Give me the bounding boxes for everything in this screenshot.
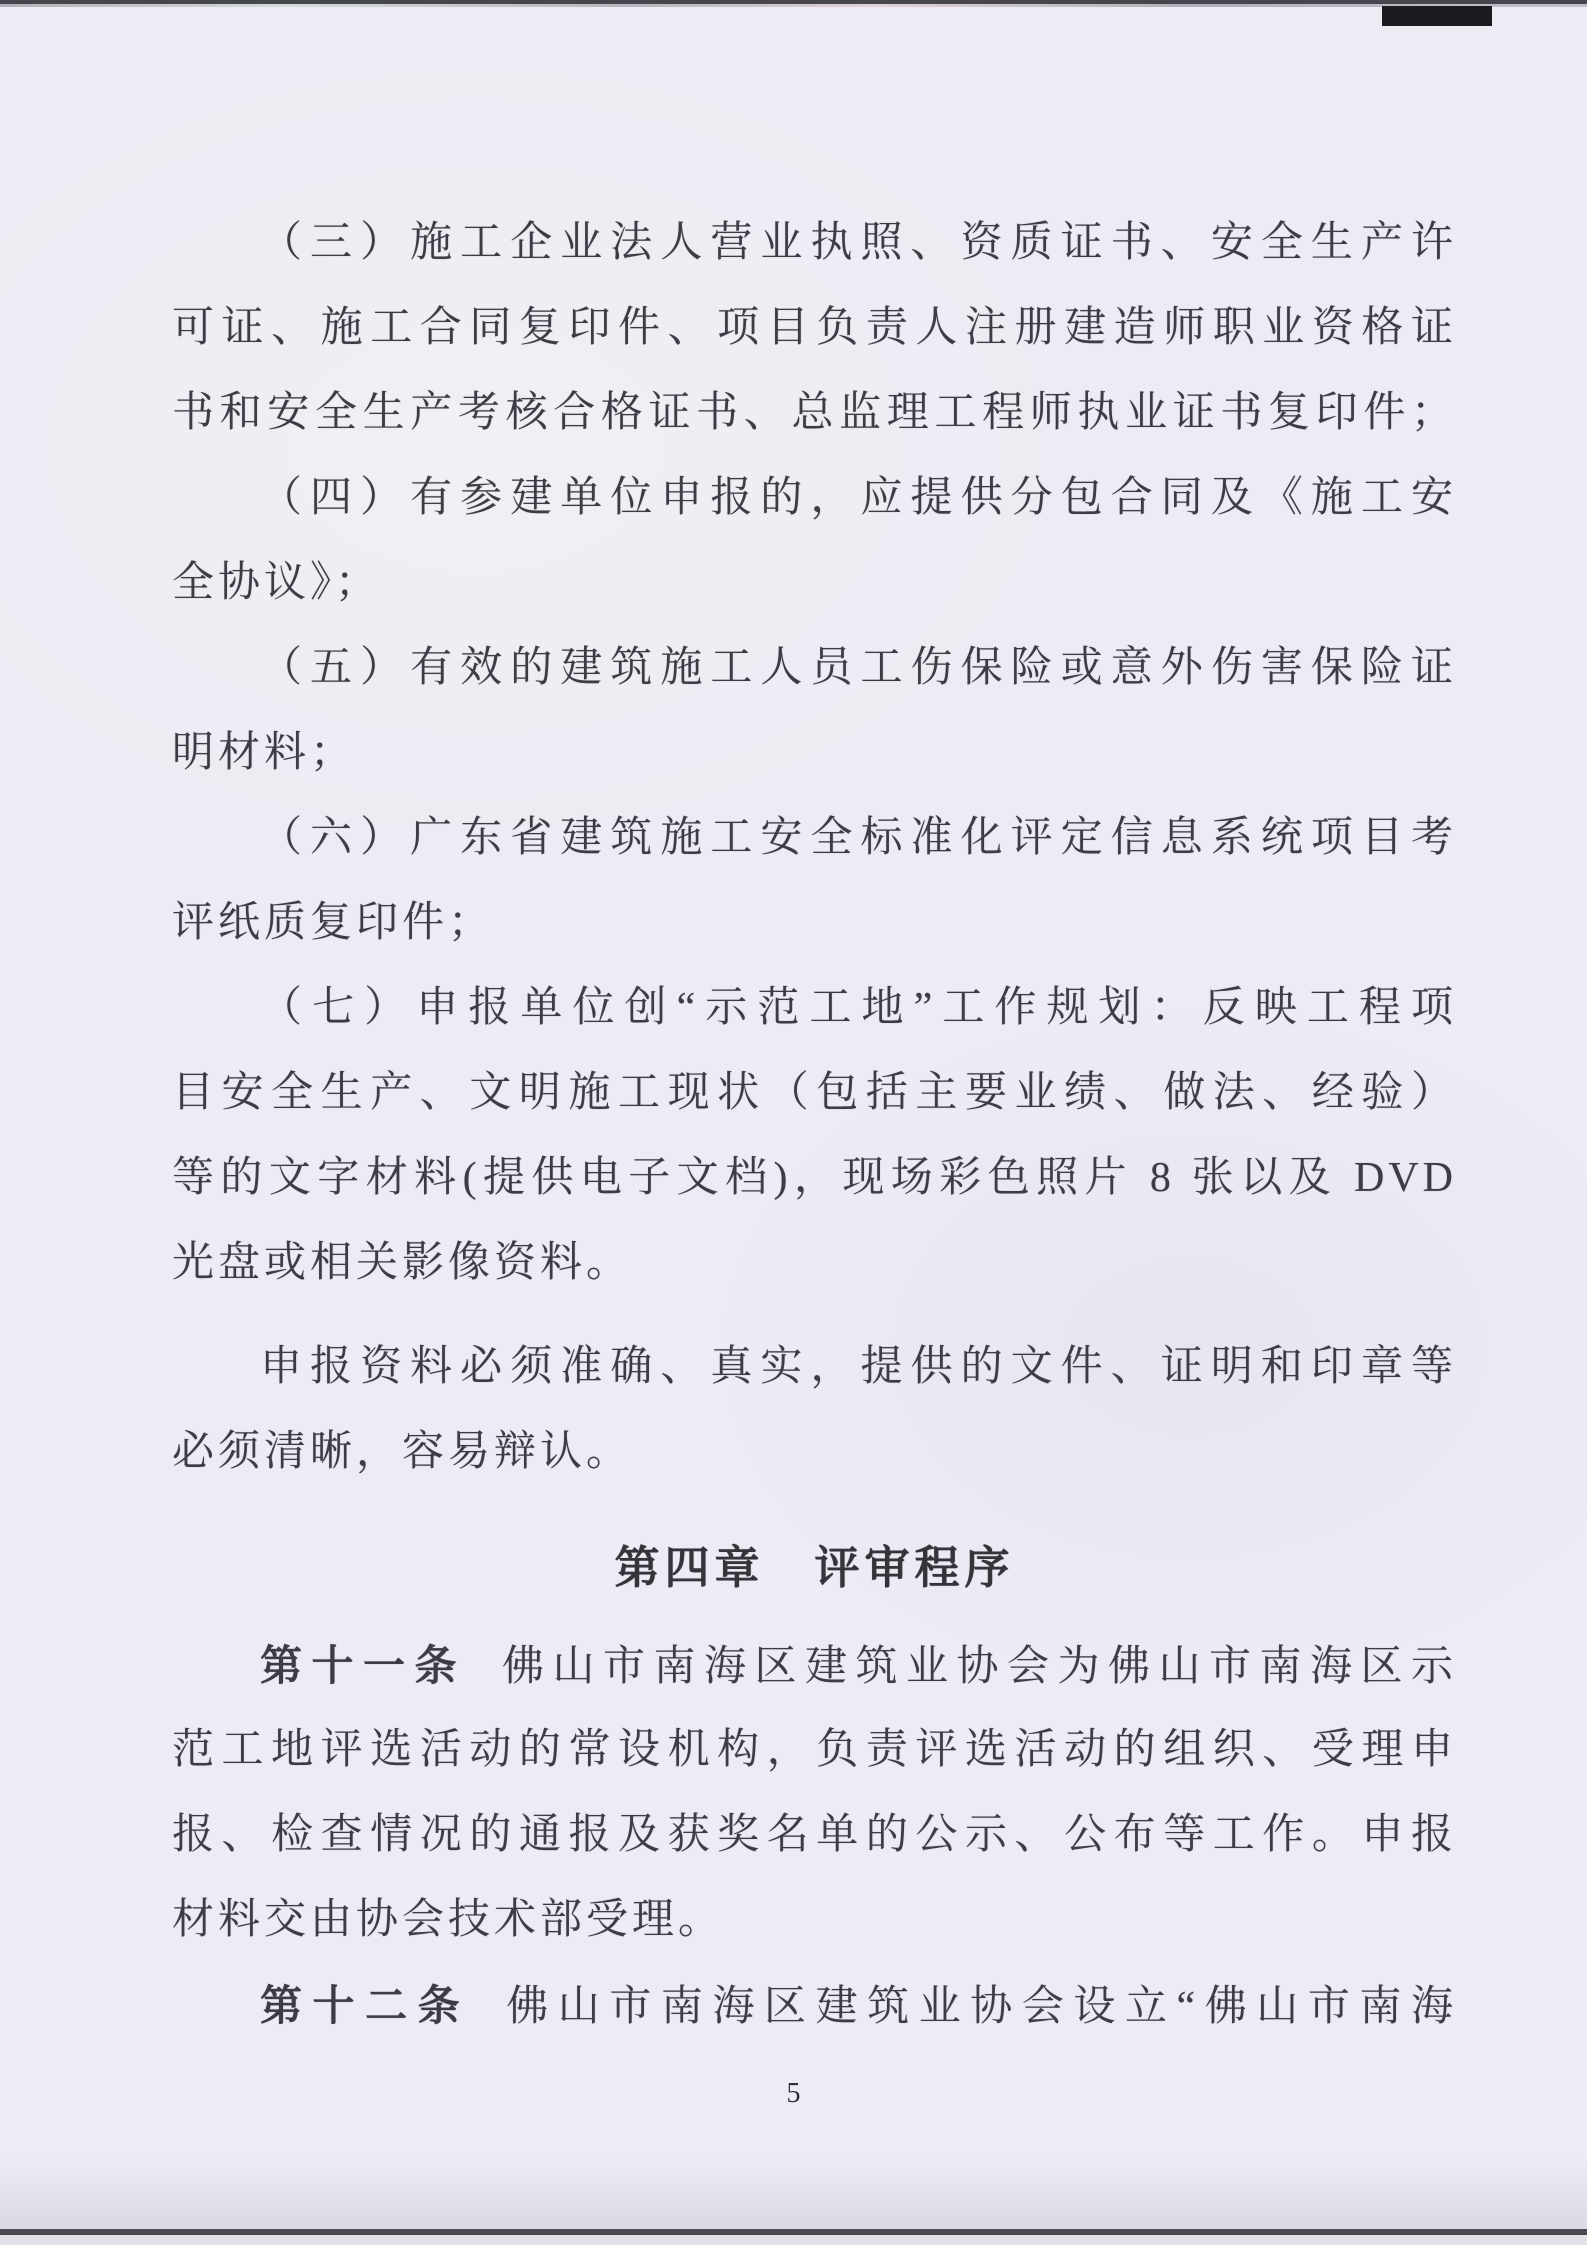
- article-11-term: 第十一条: [260, 1642, 466, 1689]
- para-4-line-2: 全协议》；: [172, 560, 382, 606]
- para-7-line-3: 等的文字材料(提供电子文档)，现场彩色照片 8 张以及 DVD: [172, 1155, 1457, 1201]
- para-4-line-1: （四）有参建单位申报的，应提供分包合同及《施工安: [260, 475, 1457, 521]
- article-12-term: 第十二条: [260, 1982, 471, 2029]
- scan-strip-bottom: [0, 2235, 1587, 2245]
- paragraph-gap: [172, 1306, 1457, 1325]
- para-7-line-4: 光盘或相关影像资料。: [172, 1240, 633, 1286]
- chapter-heading: 第四章 评审程序: [614, 1542, 1015, 1593]
- para-3-line-3: 书和安全生产考核合格证书、总监理工程师执业证书复印件；: [172, 390, 1457, 436]
- note-line-1: 申报资料必须准确、真实，提供的文件、证明和印章等: [260, 1344, 1457, 1390]
- article-12-lead: 佛山市南海区建筑业协会设立“佛山市南海: [506, 1984, 1457, 2030]
- article-11-line-4: 材料交由协会技术部受理。: [172, 1897, 725, 1943]
- document-body: [172, 201, 1457, 2048]
- article-11-line-1: [172, 1623, 1457, 1708]
- para-3-line-2: 可证、施工合同复印件、项目负责人注册建造师职业资格证: [172, 305, 1457, 351]
- para-6-line-2: 评纸质复印件；: [172, 900, 495, 946]
- para-5-line-2: 明材料；: [172, 730, 357, 776]
- article-11-line-3: 报、检查情况的通报及获奖名单的公示、公布等工作。申报: [172, 1812, 1457, 1858]
- page-number: 5: [786, 2078, 801, 2109]
- article-11-lead: 佛山市南海区建筑业协会为佛山市南海区示: [502, 1644, 1457, 1690]
- scan-shadow-bottom: [0, 2158, 1587, 2230]
- para-3-line-1: （三）施工企业法人营业执照、资质证书、安全生产许: [260, 220, 1457, 266]
- para-7-line-1: （七）申报单位创“示范工地”工作规划：反映工程项: [260, 985, 1457, 1031]
- scan-artifact-top-right: [1382, 6, 1492, 26]
- article-11-line-2: 范工地评选活动的常设机构，负责评选活动的组织、受理申: [172, 1727, 1457, 1773]
- article-12-line-1: [172, 1963, 1457, 2048]
- para-5-line-1: （五）有效的建筑施工人员工伤保险或意外伤害保险证: [260, 645, 1457, 691]
- para-6-line-1: （六）广东省建筑施工安全标准化评定信息系统项目考: [260, 815, 1457, 861]
- para-7-line-2: 目安全生产、文明施工现状（包括主要业绩、做法、经验）: [172, 1070, 1457, 1116]
- scan-noise-top: [0, 4, 1587, 7]
- note-line-2: 必须清晰，容易辩认。: [172, 1429, 633, 1475]
